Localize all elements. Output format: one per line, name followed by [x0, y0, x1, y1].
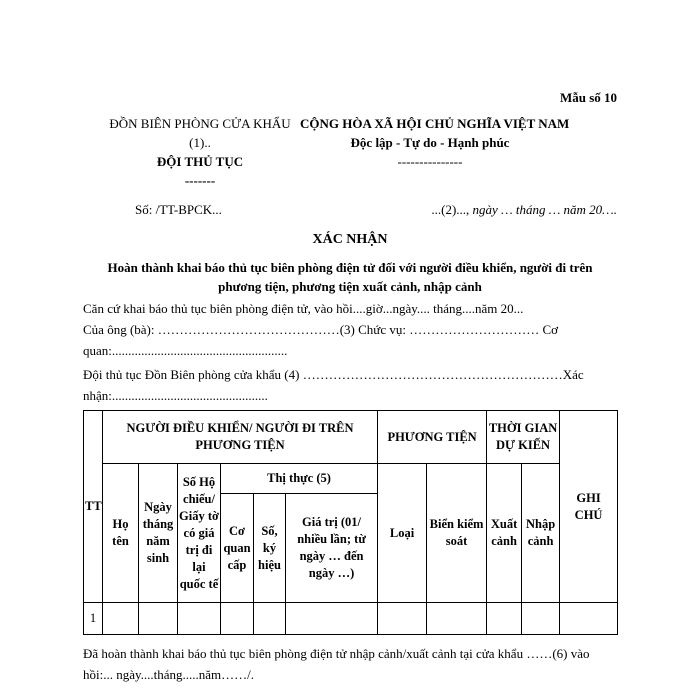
- col-passport: Số Hộ chiếu/ Giấy tờ có giá trị đi lại quốc tế: [178, 464, 221, 603]
- person-line: Của ông (bà): ……………………………………(3) Chức vụ: ………………………… Cơ: [83, 322, 559, 337]
- table-cell: [254, 603, 286, 635]
- table-header-row-2: [84, 464, 618, 494]
- col-issuer: Cơ quan cấp: [221, 494, 254, 603]
- col-name: Họ tên: [103, 464, 139, 603]
- subtitle-line-1: Hoàn thành khai báo thủ tục biên phòng điện tử đối với người điều khiển, người đi trên: [107, 260, 593, 275]
- document-title: XÁC NHẬN: [312, 232, 388, 247]
- basis-line: Căn cứ khai báo thủ tục biên phòng điện tử, vào hồi....giờ...ngày.... tháng....năm 20...: [83, 301, 524, 316]
- group-person: NGƯỜI ĐIỀU KHIỂN/ NGƯỜI ĐI TRÊN PHƯƠNG TIỆN: [103, 411, 378, 464]
- group-time: THỜI GIAN DỰ KIẾN: [487, 411, 560, 464]
- left-header-rule: -------: [184, 173, 216, 188]
- left-header: [100, 114, 300, 190]
- table-cell: [139, 603, 178, 635]
- document-number: Số: /TT-BPCK...: [135, 202, 222, 217]
- col-symbol: Số, ký hiệu: [254, 494, 286, 603]
- completion-line-1: Đã hoàn thành khai báo thủ tục biên phòng điện tử nhập cảnh/xuất cảnh tại cửa khẩu ……(6) vào: [83, 646, 590, 661]
- table-cell: [378, 603, 427, 635]
- row-index: 1: [84, 603, 103, 635]
- group-visa: Thị thực (5): [221, 464, 378, 494]
- table-cell: [178, 603, 221, 635]
- table-cell: [103, 603, 139, 635]
- agency-line: quan:......................................................: [83, 343, 288, 358]
- org-name: ĐỒN BIÊN PHÒNG CỬA KHẨU: [109, 116, 291, 131]
- date-place: ...(2)...,: [431, 202, 470, 217]
- col-validity: Giá trị (01/ nhiều lần; từ ngày … đến ngày …): [286, 494, 378, 603]
- completion-text: [83, 643, 616, 685]
- document-date: [431, 202, 617, 218]
- document-subtitle: [0, 258, 700, 296]
- right-header-rule: ---------------: [397, 154, 463, 169]
- declaration-table: [83, 410, 618, 635]
- org-code: (1)..: [189, 135, 211, 150]
- col-plate: Biển kiểm soát: [427, 464, 487, 603]
- table-cell: [286, 603, 378, 635]
- national-motto: Độc lập - Tự do - Hạnh phúc: [350, 135, 510, 150]
- date-text: ngày … tháng … năm 20….: [469, 202, 617, 217]
- table-row: [84, 603, 618, 635]
- subtitle-line-2: phương tiện, phương tiện xuất cảnh, nhập cảnh: [218, 279, 482, 294]
- form-number: Mẫu số 10: [559, 90, 617, 105]
- table-cell: [522, 603, 560, 635]
- col-entry: Nhập cảnh: [522, 464, 560, 603]
- group-vehicle: PHƯƠNG TIỆN: [378, 411, 487, 464]
- table-cell: [221, 603, 254, 635]
- col-note: GHI CHÚ: [560, 411, 618, 603]
- col-type: Loại: [378, 464, 427, 603]
- right-header: [300, 114, 570, 171]
- col-dob: Ngày tháng năm sinh: [139, 464, 178, 603]
- table-header-row-1: [84, 411, 618, 464]
- completion-line-2: hồi:... ngày....tháng.....năm……/.: [83, 667, 255, 682]
- col-exit: Xuất cảnh: [487, 464, 522, 603]
- confirm-line-2: nhận:................................................: [83, 388, 268, 403]
- body-text: [83, 298, 616, 406]
- table-cell: [427, 603, 487, 635]
- national-title: CỘNG HÒA XÃ HỘI CHỦ NGHĨA VIỆT NAM: [300, 116, 570, 131]
- table-cell: [487, 603, 522, 635]
- table-cell: [560, 603, 618, 635]
- unit-name: ĐỘI THỦ TỤC: [156, 154, 244, 169]
- col-tt: TT: [84, 411, 103, 603]
- confirm-line: Đội thủ tục Đồn Biên phòng cửa khẩu (4) ……………………………………………………Xác: [83, 367, 584, 382]
